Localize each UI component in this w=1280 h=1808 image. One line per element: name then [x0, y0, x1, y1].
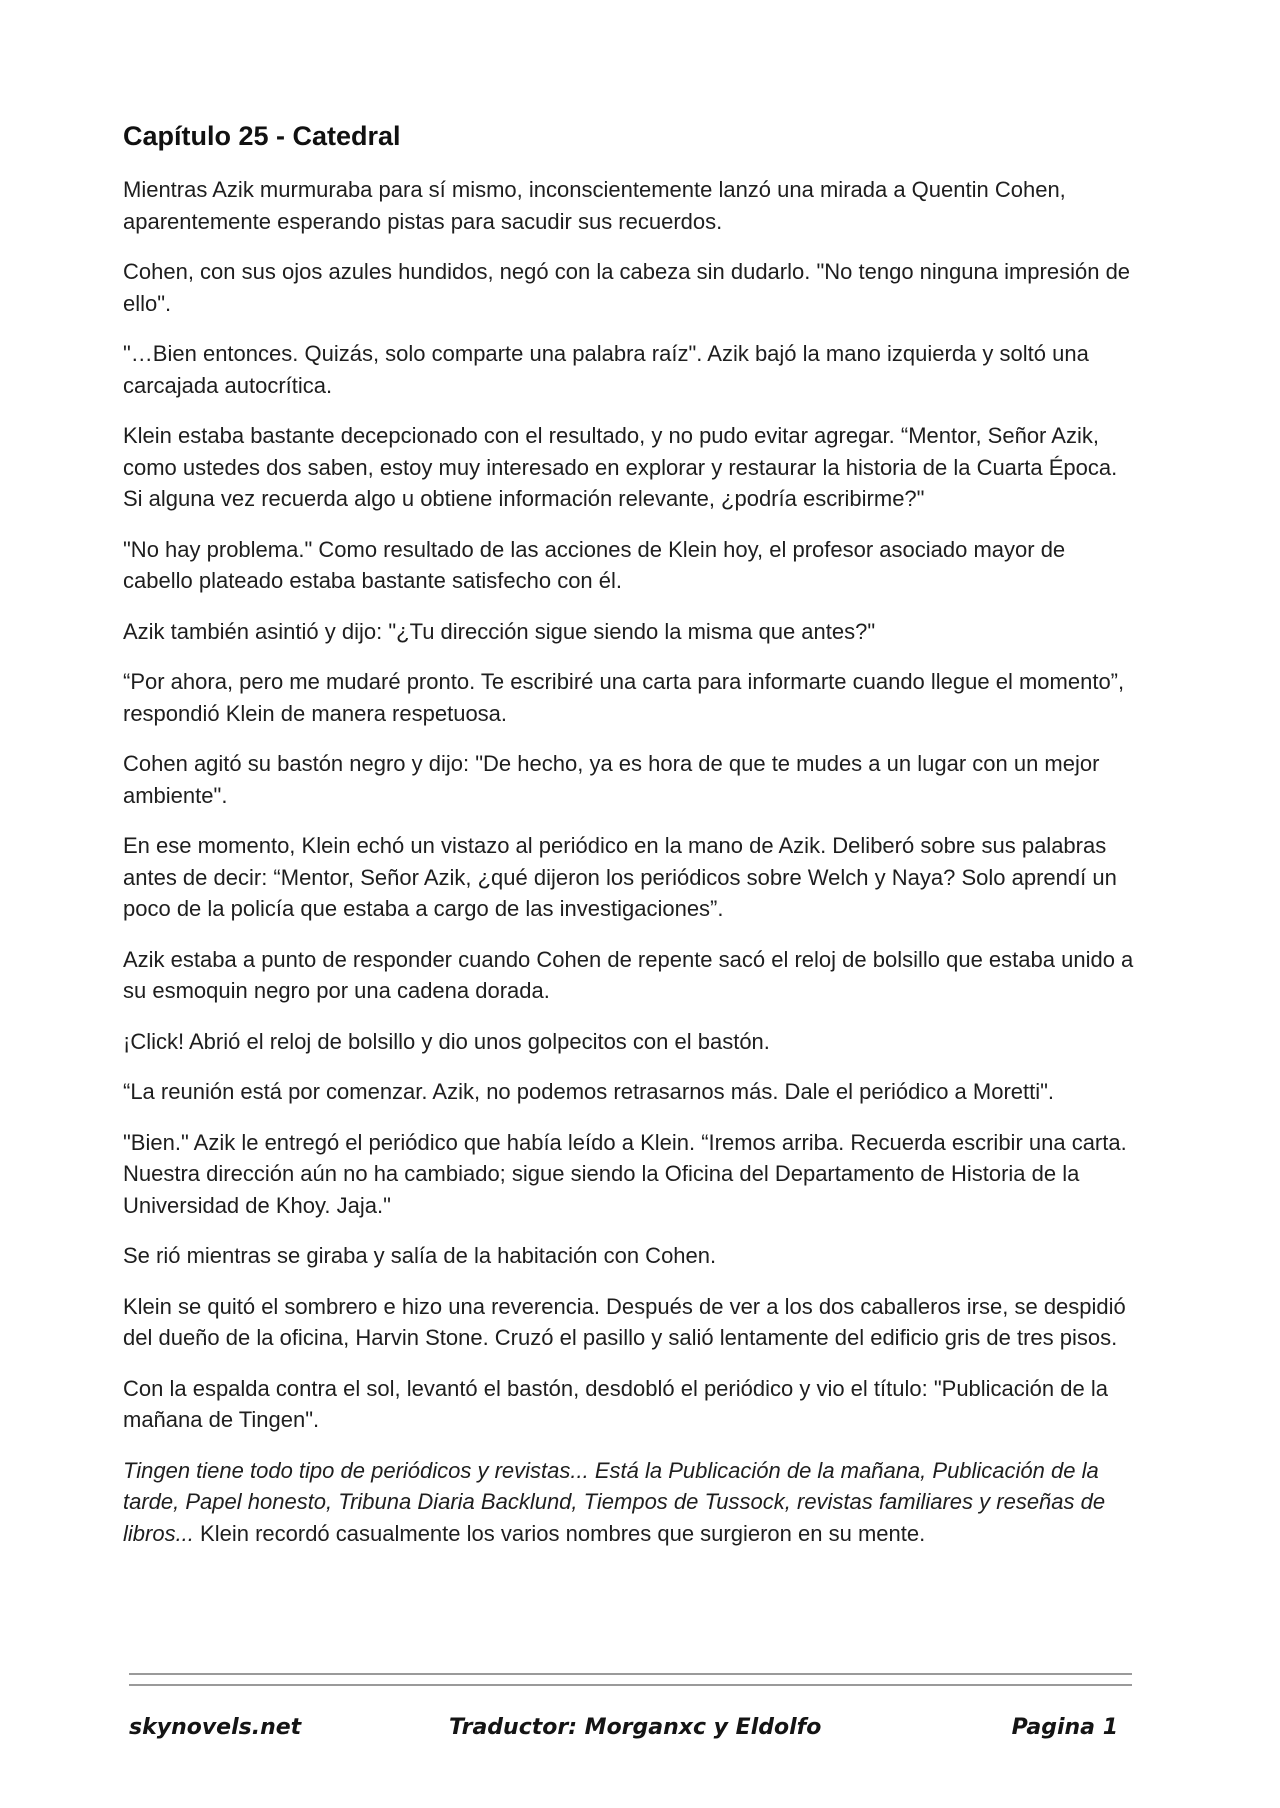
- paragraph: Azik estaba a punto de responder cuando Cohen de repente sacó el reloj de bolsillo que estaba unido a su esmoquin negro por una cadena dorada.: [123, 946, 1134, 1003]
- footer-divider: [129, 1684, 1132, 1686]
- footer-page-number: Pagina 1: [1011, 1715, 1118, 1740]
- document-page: [123, 118, 1138, 1568]
- page-footer: [129, 1715, 1132, 1747]
- last-paragraph: [123, 1455, 1138, 1550]
- paragraph: Cohen agitó su bastón negro y dijo: "De hecho, ya es hora de que te mudes a un lugar con un mejor ambiente".: [123, 751, 1100, 808]
- paragraph: “Por ahora, pero me mudaré pronto. Te escribiré una carta para informarte cuando llegue el momento”, respondió Klein de manera respetuosa.: [123, 669, 1125, 726]
- paragraph: Klein estaba bastante decepcionado con el resultado, y no pudo evitar agregar. “Mentor, Señor Azik, como ustedes dos saben, estoy muy interesado en explorar y restaurar la historia de la Cuarta Época. Si alguna vez recuerda algo u obtiene información relevante, ¿podría escribirme?": [123, 423, 1118, 511]
- paragraph: Se rió mientras se giraba y salía de la habitación con Cohen.: [123, 1243, 717, 1268]
- paragraph: "No hay problema." Como resultado de las acciones de Klein hoy, el profesor asociado mayor de cabello plateado estaba bastante satisfecho con él.: [123, 536, 1066, 593]
- paragraph: "Bien." Azik le entregó el periódico que había leído a Klein. “Iremos arriba. Recuerda escribir una carta. Nuestra dirección aún no ha cambiado; sigue siendo la Oficina del Departamento de Historia de la Universidad de Khoy. Jaja.": [123, 1129, 1127, 1218]
- paragraph: Cohen, con sus ojos azules hundidos, negó con la cabeza sin dudarlo. "No tengo ninguna impresión de ello".: [123, 259, 1131, 316]
- paragraph: “La reunión está por comenzar. Azik, no podemos retrasarnos más. Dale el periódico a Moretti".: [123, 1079, 1055, 1104]
- footer-divider: [129, 1673, 1132, 1675]
- footer-site: skynovels.net: [129, 1715, 302, 1740]
- paragraph: Klein se quitó el sombrero e hizo una reverencia. Después de ver a los dos caballeros irse, se despidió del dueño de la oficina, Harvin Stone. Cruzó el pasillo y salió lentamente del edificio gris de tres pisos.: [123, 1293, 1126, 1350]
- paragraph: En ese momento, Klein echó un vistazo al periódico en la mano de Azik. Deliberó sobre sus palabras antes de decir: “Mentor, Señor Azik, ¿qué dijeron los periódicos sobre Welch y Naya? Solo aprendí un poco de la policía que estaba a cargo de las investigaciones”.: [123, 833, 1117, 921]
- paragraph: Azik también asintió y dijo: "¿Tu dirección sigue siendo la misma que antes?": [123, 618, 876, 644]
- chapter-title: Capítulo 25 - Catedral: [123, 121, 401, 151]
- paragraph: "…Bien entonces. Quizás, solo comparte una palabra raíz". Azik bajó la mano izquierda y soltó una carcajada autocrítica.: [123, 341, 1089, 398]
- italic-thought: Tingen tiene todo tipo de periódicos y revistas... Está la Publicación de la mañana, Publicación de la tarde, Papel honesto, Tribuna Diaria Backlund, Tiempos de Tussock, revistas familiares y reseñas de libros...: [123, 1457, 1106, 1546]
- chapter-body: [123, 174, 1138, 1549]
- footer-translator: Traductor: Morganxc y Eldolfo: [449, 1715, 822, 1740]
- paragraph-continuation: Klein recordó casualmente los varios nombres que surgieron en su mente.: [193, 1520, 926, 1546]
- paragraph: Mientras Azik murmuraba para sí mismo, inconscientemente lanzó una mirada a Quentin Cohen, aparentemente esperando pistas para sacudir sus recuerdos.: [123, 177, 1066, 234]
- paragraph: ¡Click! Abrió el reloj de bolsillo y dio unos golpecitos con el bastón.: [123, 1028, 770, 1054]
- paragraph: Con la espalda contra el sol, levantó el bastón, desdobló el periódico y vio el título: "Publicación de la mañana de Tingen".: [123, 1375, 1108, 1432]
